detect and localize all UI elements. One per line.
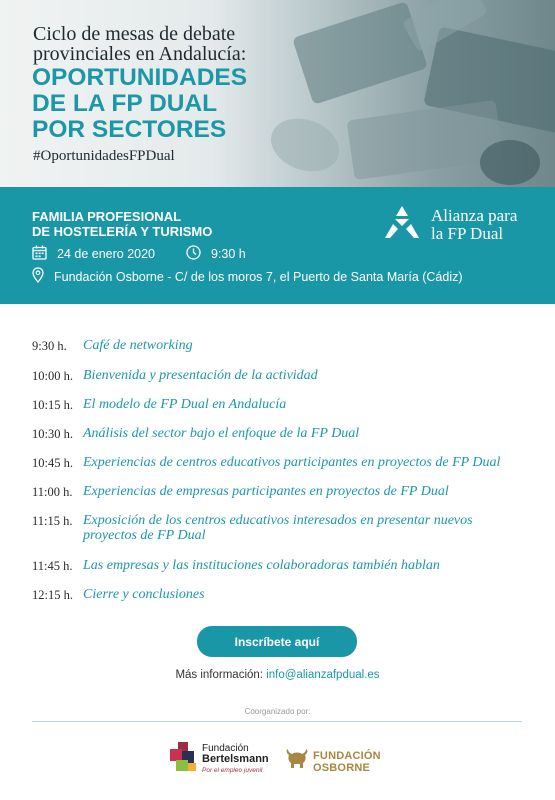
more-info-email-link[interactable]: info@alianzafpdual.es xyxy=(266,669,380,681)
hashtag: #OportunidadesFPDual xyxy=(33,148,175,164)
program-item xyxy=(32,426,523,443)
program-title: El modelo de FP Dual en Andalucía xyxy=(83,397,287,412)
osborne-line: FUNDACIÓN xyxy=(313,749,381,762)
bertelsmann-line: Fundación xyxy=(202,743,249,754)
event-info-band xyxy=(0,187,555,304)
event-date-text: 24 de enero 2020 xyxy=(57,247,156,261)
more-info xyxy=(0,669,555,681)
program-time: 10:45 h. xyxy=(32,456,73,470)
program-item xyxy=(32,558,523,575)
program-title: Experiencias de empresas participantes en proyectos de FP Dual xyxy=(83,484,449,499)
coorganized-label: Coorganizado por: xyxy=(244,707,311,716)
register-button[interactable]: Inscríbete aquí xyxy=(197,626,357,657)
hero-headline xyxy=(32,65,247,143)
program-title: Café de networking xyxy=(83,338,193,353)
family-line: DE HOSTELERÍA Y TURISMO xyxy=(32,224,213,239)
program-time: 9:30 h. xyxy=(32,339,67,353)
osborne-line: OSBORNE xyxy=(313,761,371,774)
program-item xyxy=(32,587,523,604)
event-date xyxy=(32,245,155,263)
divider xyxy=(32,721,522,722)
program-item xyxy=(32,513,523,543)
event-time-text: 9:30 h xyxy=(211,247,246,261)
program-title: Análisis del sector bajo el enfoque de la FP Dual xyxy=(83,426,360,441)
program-title: Las empresas y las instituciones colaboradoras también hablan xyxy=(83,558,440,573)
program-item xyxy=(32,484,523,501)
osborne-bull-icon xyxy=(285,749,309,774)
hero-photo-shape xyxy=(480,140,540,185)
logo-line: Alianza para xyxy=(431,205,518,225)
osborne-logo xyxy=(285,749,381,774)
event-time xyxy=(186,245,246,263)
program-title: Exposición de los centros educativos interesados en presentar nuevos proyectos de FP Dual xyxy=(83,513,473,543)
alianza-logo-text xyxy=(431,207,517,243)
more-info-label: Más información: xyxy=(175,669,263,681)
headline-line: POR SECTORES xyxy=(32,116,227,143)
bertelsmann-logo-text xyxy=(202,743,269,776)
professional-family xyxy=(32,209,212,239)
family-line: FAMILIA PROFESIONAL xyxy=(32,209,182,224)
program-time: 11:45 h. xyxy=(32,559,73,573)
hero-title-line: provinciales en Andalucía: xyxy=(33,43,247,65)
program-title: Experiencias de centros educativos participantes en proyectos de FP Dual xyxy=(83,455,501,470)
program-item xyxy=(32,368,523,385)
program-time: 11:00 h. xyxy=(32,485,73,499)
program-time: 12:15 h. xyxy=(32,588,73,602)
event-place xyxy=(32,267,463,286)
program-title: Cierre y conclusiones xyxy=(83,587,205,602)
bertelsmann-logo-icon xyxy=(170,742,198,777)
program-title: Bienvenida y presentación de la actividad xyxy=(83,368,318,383)
location-pin-icon xyxy=(32,267,44,286)
program-item xyxy=(32,455,523,472)
hero-title xyxy=(33,24,246,64)
hero-title-line: Ciclo de mesas de debate xyxy=(33,23,236,45)
program-item xyxy=(32,338,523,355)
osborne-logo-text xyxy=(313,750,381,774)
program-item xyxy=(32,397,523,414)
calendar-icon xyxy=(32,245,47,263)
alianza-logo-icon xyxy=(383,205,421,244)
headline-line: DE LA FP DUAL xyxy=(32,90,218,117)
event-place-text: Fundación Osborne - C/ de los moros 7, el Puerto de Santa María (Cádiz) xyxy=(54,269,463,284)
program-time: 10:15 h. xyxy=(32,398,73,412)
program-time: 11:15 h. xyxy=(32,514,73,528)
bertelsmann-tagline: Por el empleo juvenil xyxy=(202,767,263,774)
hero-photo-shape xyxy=(347,100,504,180)
hero-banner xyxy=(0,0,555,187)
alianza-logo xyxy=(383,205,517,244)
program-time: 10:00 h. xyxy=(32,369,73,383)
bertelsmann-line: Bertelsmann xyxy=(202,753,269,765)
hero-photo-shape xyxy=(264,110,347,181)
clock-icon xyxy=(186,245,201,263)
headline-line: OPORTUNIDADES xyxy=(32,64,248,91)
logo-line: la FP Dual xyxy=(431,223,504,243)
bertelsmann-logo xyxy=(170,742,269,777)
hero-photo-shape xyxy=(292,1,428,105)
program-time: 10:30 h. xyxy=(32,427,73,441)
